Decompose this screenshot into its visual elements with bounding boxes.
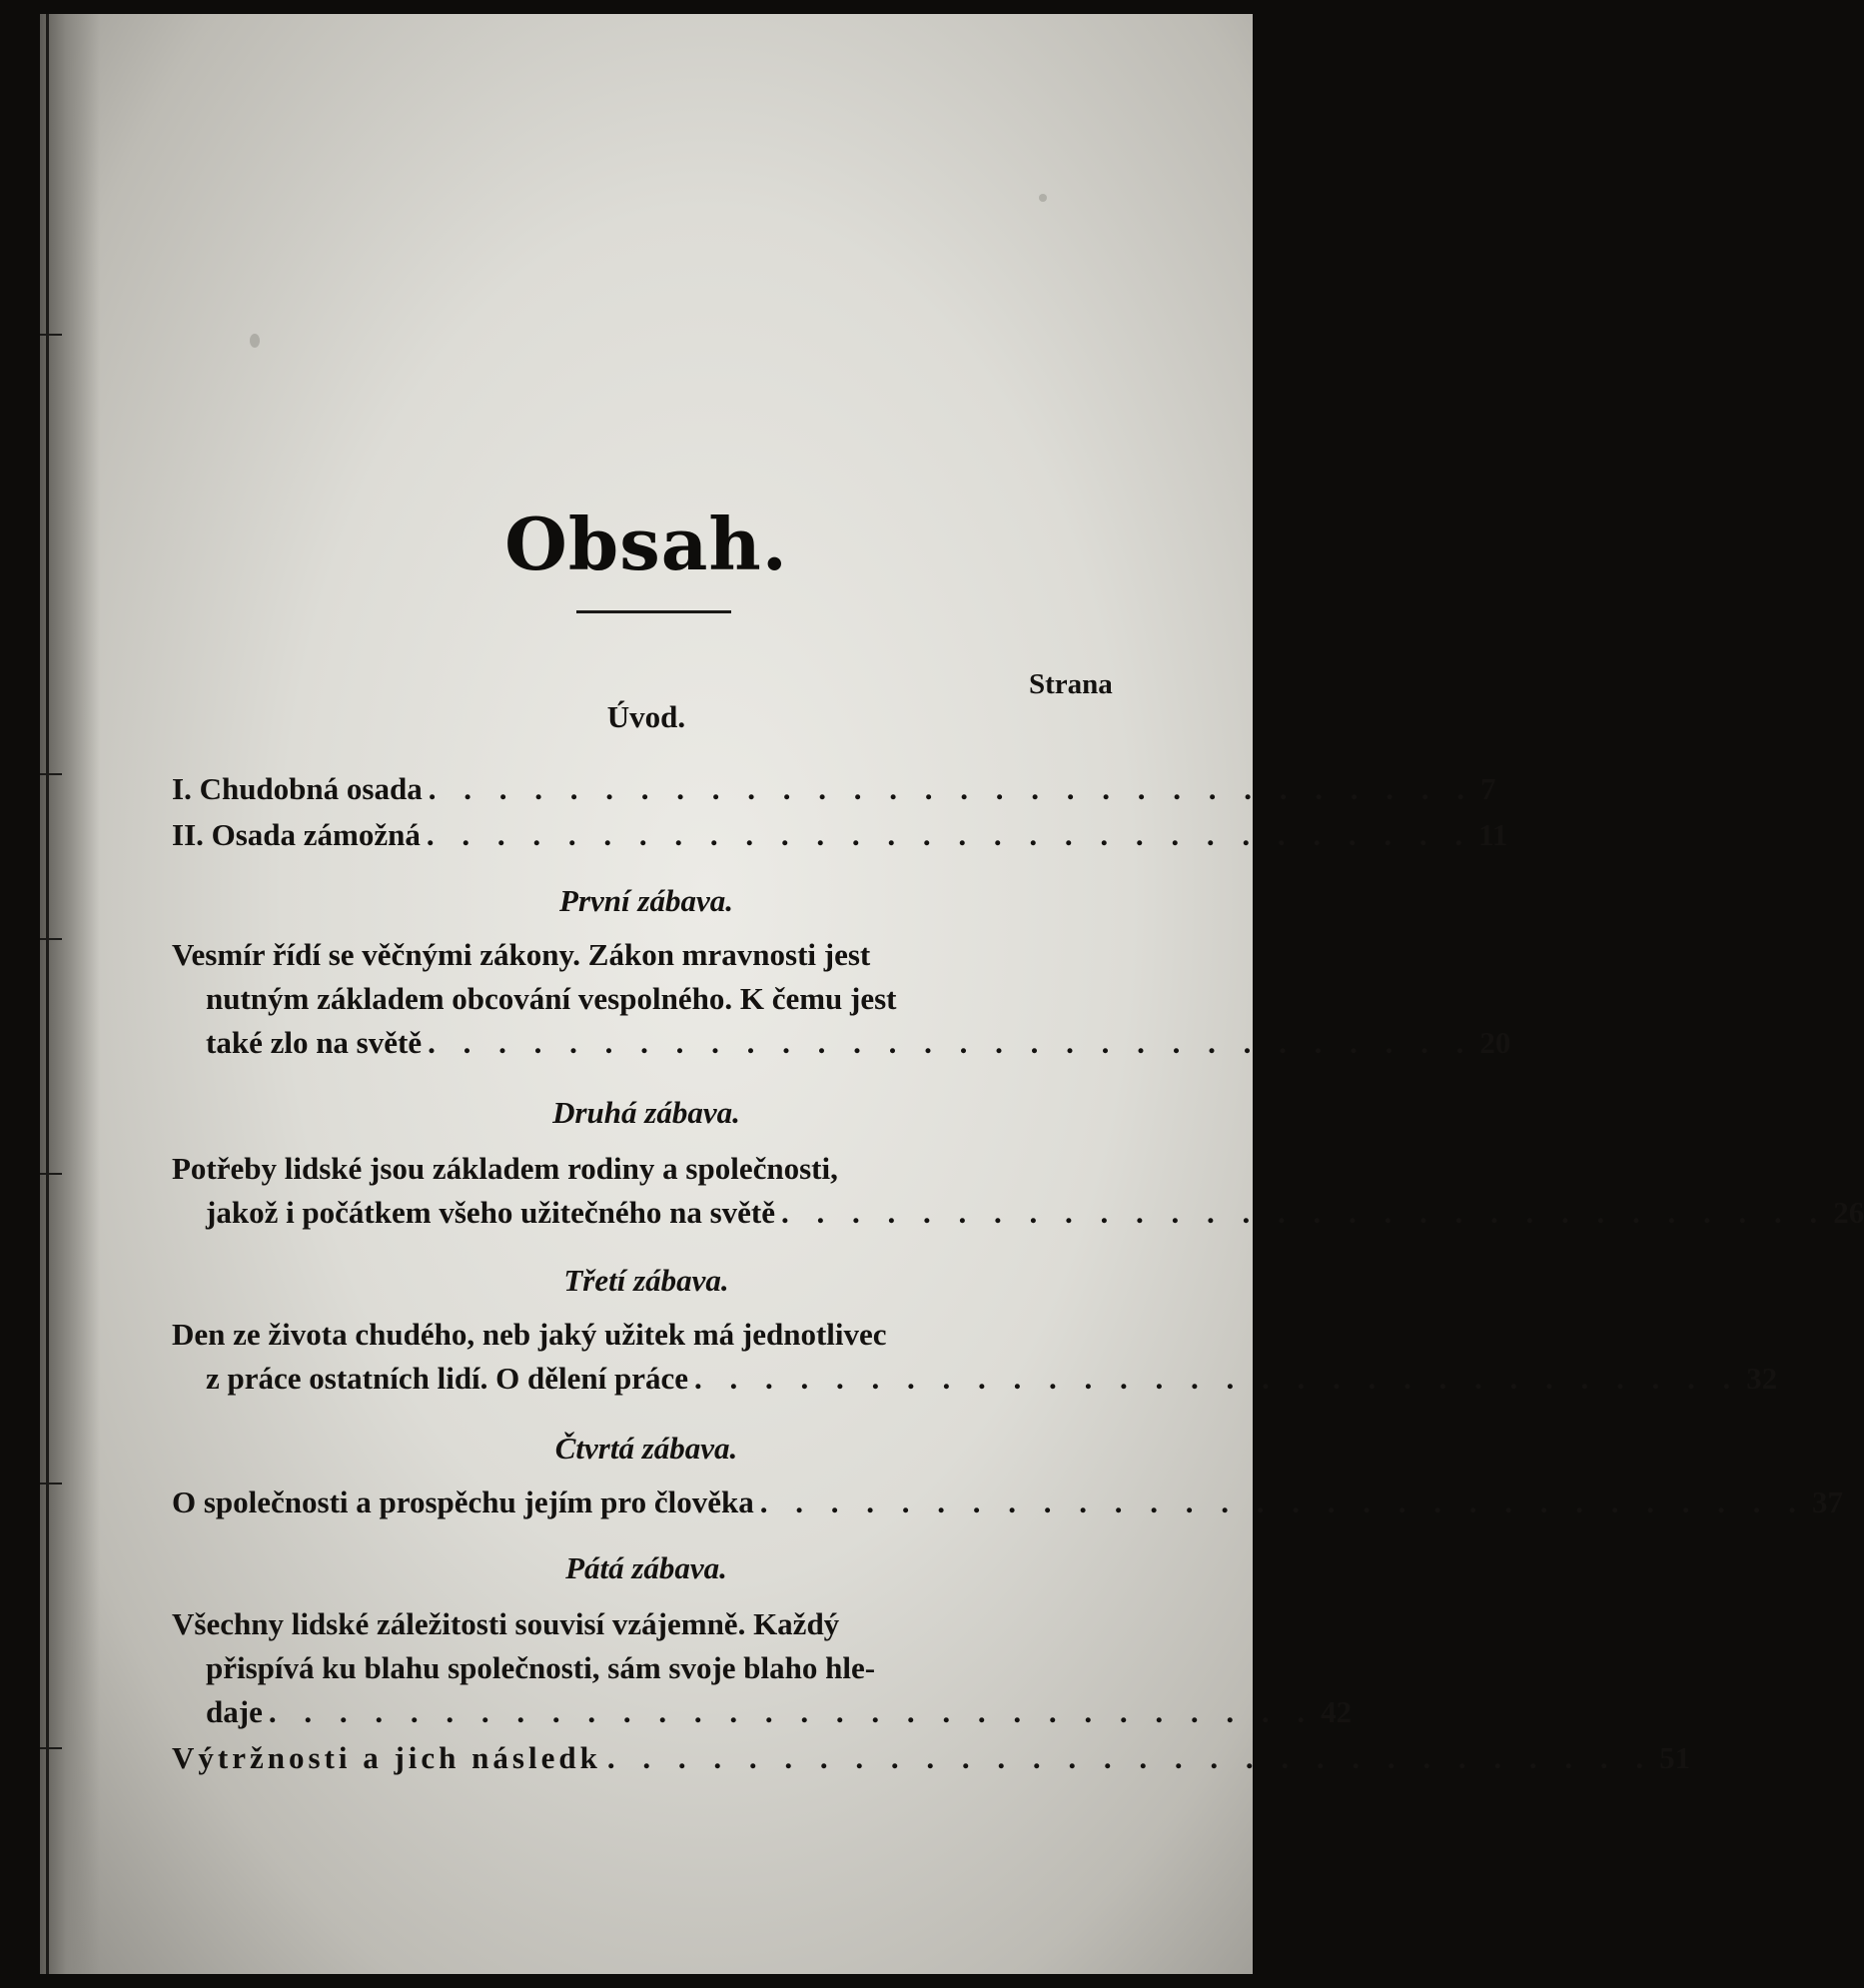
toc-entry[interactable] — [172, 1147, 1864, 1235]
entry-text: Vesmír řídí se věčnými zákony. Zákon mravnosti jest — [172, 937, 871, 972]
entry-text: přispívá ku blahu společnosti, sám svoje blaho hle- — [206, 1650, 876, 1685]
margin-tick — [40, 1747, 62, 1749]
section-heading-ctvrta: Čtvrtá zábava. — [554, 1431, 738, 1466]
toc-entry[interactable] — [172, 1313, 1778, 1401]
margin-tick — [40, 334, 62, 336]
page-title: Obsah. — [504, 501, 788, 586]
leader-dots: . . . . . . . . . . . . . . . . . . . . . . . . . . . . . . — [426, 817, 1473, 852]
toc-entry[interactable] — [172, 933, 1511, 1065]
page-number: 51 — [1659, 1740, 1691, 1775]
paper-speck — [1039, 194, 1047, 202]
page-number: 32 — [1746, 1361, 1778, 1396]
entry-text: Výtržnosti a jich následk — [172, 1740, 601, 1775]
toc-entry[interactable] — [172, 813, 1508, 857]
entry-text: I. Chudobná osada — [172, 771, 423, 806]
leader-dots: . . . . . . . . . . . . . . . . . . . . . . . . . . . . . . — [694, 1361, 1741, 1396]
page-number: 37 — [1811, 1485, 1843, 1519]
section-heading-druha: Druhá zábava. — [552, 1095, 740, 1130]
section-heading-treti: Třetí zábava. — [563, 1263, 729, 1298]
entry-text: Všechny lidské záležitosti souvisí vzájemně. Každý — [172, 1606, 840, 1641]
title-rule — [576, 610, 731, 613]
margin-tick — [40, 1173, 62, 1175]
entry-text: O společnosti a prospěchu jejím pro člověka — [172, 1485, 754, 1519]
entry-text: daje — [206, 1694, 263, 1729]
leader-dots: . . . . . . . . . . . . . . . . . . . . . . . . . . . . . . — [606, 1740, 1654, 1775]
book-page — [40, 14, 1864, 1974]
section-heading-prvni: První zábava. — [559, 883, 733, 918]
paper-speck — [250, 334, 260, 348]
entry-text: nutným základem obcování vespolného. K čemu jest — [206, 981, 897, 1016]
entry-text: Den ze života chudého, neb jaký užitek má jednotlivec — [172, 1317, 887, 1352]
leader-dots: . . . . . . . . . . . . . . . . . . . . . . . . . . . . . . — [428, 1025, 1474, 1060]
entry-text: II. Osada zámožná — [172, 817, 421, 852]
page-number: 20 — [1479, 1025, 1511, 1060]
margin-tick — [40, 773, 62, 775]
leader-dots: . . . . . . . . . . . . . . . . . . . . . . . . . . . . . . — [428, 771, 1474, 806]
entry-text: Potřeby lidské jsou základem rodiny a společnosti, — [172, 1151, 838, 1186]
entry-text: také zlo na světě — [206, 1025, 423, 1060]
entry-text: z práce ostatních lidí. O dělení práce — [206, 1361, 689, 1396]
toc-entry[interactable] — [172, 1736, 1691, 1780]
toc-entry[interactable] — [172, 1481, 1843, 1524]
page-number: 11 — [1478, 817, 1508, 852]
toc-entry[interactable] — [172, 1602, 1353, 1734]
leader-dots: . . . . . . . . . . . . . . . . . . . . . . . . . . . . . . — [759, 1485, 1806, 1519]
page-number: 26 — [1833, 1195, 1864, 1230]
entry-text: jakož i počátkem všeho užitečného na světě — [206, 1195, 775, 1230]
margin-tick — [40, 1483, 62, 1485]
section-heading-uvod: Úvod. — [606, 699, 686, 734]
book-spine-shadow — [40, 14, 100, 1974]
page-number: 7 — [1479, 771, 1496, 806]
binding-line — [46, 14, 49, 1974]
toc-entry[interactable] — [172, 767, 1496, 811]
leader-dots: . . . . . . . . . . . . . . . . . . . . . . . . . . . . . . — [781, 1195, 1828, 1230]
page-column-header: Strana — [1029, 668, 1113, 700]
leader-dots: . . . . . . . . . . . . . . . . . . . . . . . . . . . . . . — [268, 1694, 1316, 1729]
section-heading-pata: Pátá zábava. — [565, 1550, 727, 1585]
margin-tick — [40, 938, 62, 940]
page-number: 42 — [1321, 1694, 1353, 1729]
